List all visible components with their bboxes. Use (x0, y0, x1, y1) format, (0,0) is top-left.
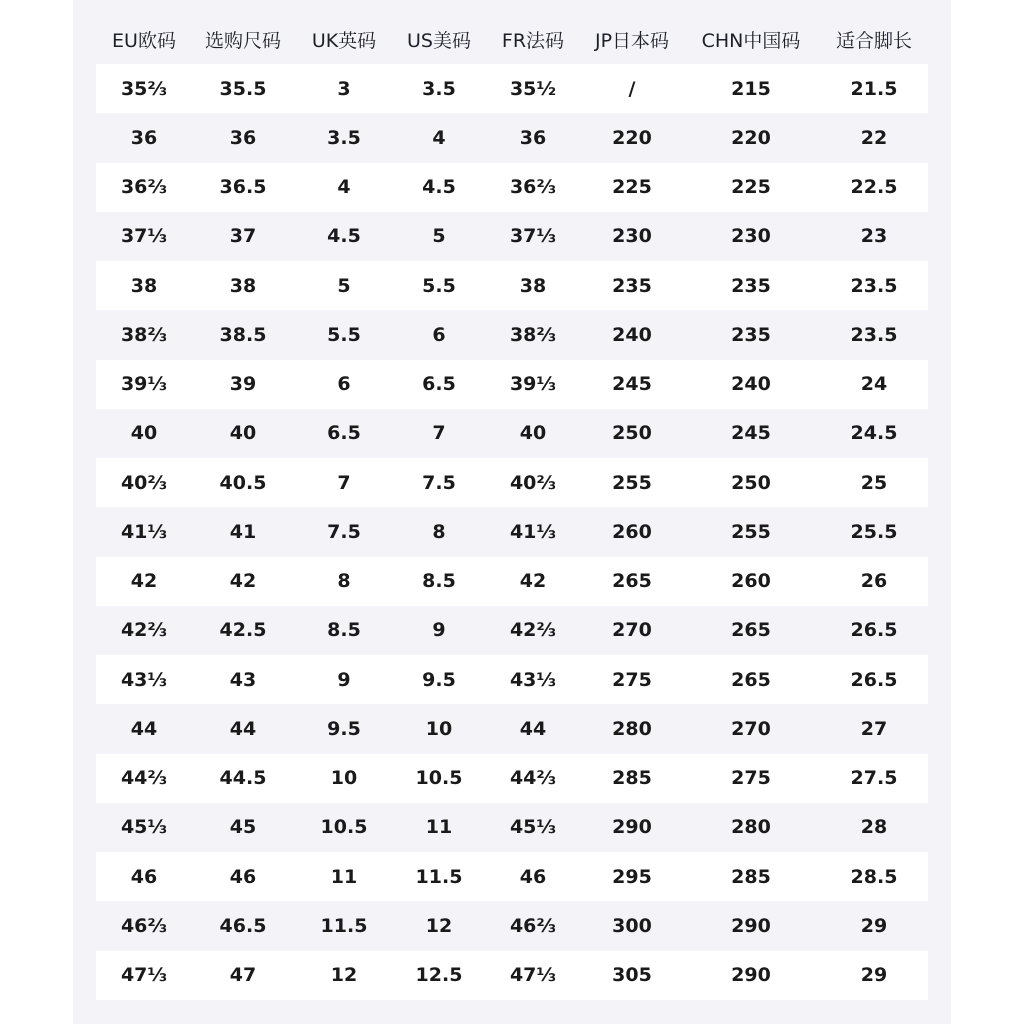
cell-fr-size: 37⅓ (509, 225, 557, 248)
cell-us-size: 5.5 (422, 274, 456, 297)
cell-uk-size: 9 (337, 668, 351, 691)
cell-foot-length: 25 (860, 471, 888, 494)
cell-fr-size: 36 (519, 126, 547, 149)
table-header (96, 14, 928, 64)
cell-chn-size: 235 (731, 274, 771, 297)
cell-foot-length: 26.5 (850, 668, 898, 691)
cell-foot-length: 21.5 (850, 77, 898, 100)
cell-eu-size: 47⅓ (120, 964, 168, 987)
cell-chn-size: 230 (731, 225, 771, 248)
cell-purchase-size: 38 (229, 274, 257, 297)
cell-foot-length: 27.5 (850, 767, 898, 790)
cell-jp-size: 290 (612, 816, 652, 839)
cell-chn-size: 275 (731, 767, 771, 790)
cell-us-size: 7 (432, 422, 446, 445)
cell-jp-size: 260 (612, 520, 652, 543)
cell-purchase-size: 36 (229, 126, 257, 149)
cell-jp-size: 225 (612, 176, 652, 199)
cell-foot-length: 23.5 (850, 274, 898, 297)
cell-fr-size: 38 (519, 274, 547, 297)
cell-foot-length: 28.5 (850, 865, 898, 888)
cell-fr-size: 38⅔ (509, 323, 557, 346)
cell-uk-size: 4 (337, 176, 351, 199)
cell-purchase-size: 40.5 (219, 471, 267, 494)
cell-chn-size: 245 (731, 422, 771, 445)
cell-eu-size: 44 (130, 717, 158, 740)
cell-jp-size: 245 (612, 373, 652, 396)
cell-jp-size: 235 (612, 274, 652, 297)
cell-us-size: 10 (425, 717, 453, 740)
cell-uk-size: 8 (337, 570, 351, 593)
cell-us-size: 8.5 (422, 570, 456, 593)
cell-chn-size: 290 (731, 964, 771, 987)
cell-us-size: 11 (425, 816, 453, 839)
cell-purchase-size: 47 (229, 964, 257, 987)
header-us-size: US美码 (407, 29, 471, 52)
cell-jp-size: 270 (612, 619, 652, 642)
cell-eu-size: 46 (130, 865, 158, 888)
cell-us-size: 5 (432, 225, 446, 248)
cell-jp-size: 280 (612, 717, 652, 740)
cell-uk-size: 9.5 (327, 717, 361, 740)
cell-purchase-size: 44.5 (219, 767, 267, 790)
cell-fr-size: 42 (519, 570, 547, 593)
cell-us-size: 12 (425, 914, 453, 937)
cell-fr-size: 44⅔ (509, 767, 557, 790)
cell-fr-size: 46⅔ (509, 914, 557, 937)
cell-foot-length: 25.5 (850, 520, 898, 543)
cell-jp-size: 255 (612, 471, 652, 494)
cell-chn-size: 265 (731, 668, 771, 691)
cell-eu-size: 40⅔ (120, 471, 168, 494)
cell-foot-length: 22.5 (850, 176, 898, 199)
cell-purchase-size: 37 (229, 225, 257, 248)
size-chart-table (96, 14, 928, 1000)
cell-fr-size: 36⅔ (509, 176, 557, 199)
cell-chn-size: 235 (731, 323, 771, 346)
cell-foot-length: 29 (860, 914, 888, 937)
cell-purchase-size: 39 (229, 373, 257, 396)
cell-chn-size: 240 (731, 373, 771, 396)
cell-fr-size: 46 (519, 865, 547, 888)
cell-uk-size: 5.5 (327, 323, 361, 346)
cell-purchase-size: 36.5 (219, 176, 267, 199)
cell-foot-length: 29 (860, 964, 888, 987)
cell-eu-size: 42⅔ (120, 619, 168, 642)
cell-purchase-size: 42 (229, 570, 257, 593)
cell-foot-length: 22 (860, 126, 888, 149)
table-row (96, 163, 928, 212)
cell-eu-size: 36 (130, 126, 158, 149)
cell-chn-size: 270 (731, 717, 771, 740)
cell-purchase-size: 46 (229, 865, 257, 888)
cell-jp-size: / (628, 77, 636, 100)
cell-foot-length: 24.5 (850, 422, 898, 445)
table-body (96, 64, 928, 1000)
cell-us-size: 9 (432, 619, 446, 642)
cell-uk-size: 6.5 (327, 422, 361, 445)
header-uk-size: UK英码 (311, 29, 377, 52)
cell-foot-length: 26.5 (850, 619, 898, 642)
cell-uk-size: 11.5 (320, 914, 368, 937)
header-chn-size: CHN中国码 (701, 29, 801, 52)
cell-chn-size: 280 (731, 816, 771, 839)
cell-fr-size: 44 (519, 717, 547, 740)
header-jp-size: JP日本码 (594, 29, 670, 52)
cell-jp-size: 250 (612, 422, 652, 445)
cell-jp-size: 295 (612, 865, 652, 888)
cell-uk-size: 3.5 (327, 126, 361, 149)
cell-jp-size: 220 (612, 126, 652, 149)
cell-fr-size: 43⅓ (509, 668, 557, 691)
cell-eu-size: 44⅔ (120, 767, 168, 790)
cell-purchase-size: 44 (229, 717, 257, 740)
table-row (96, 458, 928, 507)
header-purchase-size: 选购尺码 (204, 29, 281, 52)
cell-uk-size: 12 (330, 964, 358, 987)
cell-eu-size: 35⅔ (120, 77, 168, 100)
cell-uk-size: 7 (337, 471, 351, 494)
cell-fr-size: 42⅔ (509, 619, 557, 642)
cell-eu-size: 40 (130, 422, 158, 445)
header-fr-size: FR法码 (501, 29, 565, 52)
cell-us-size: 9.5 (422, 668, 456, 691)
cell-eu-size: 38 (130, 274, 158, 297)
cell-chn-size: 220 (731, 126, 771, 149)
table-row (96, 951, 928, 1000)
table-row (96, 557, 928, 606)
cell-purchase-size: 42.5 (219, 619, 267, 642)
cell-eu-size: 36⅔ (120, 176, 168, 199)
cell-us-size: 8 (432, 520, 446, 543)
table-row (96, 901, 928, 950)
table-row (96, 64, 928, 113)
cell-chn-size: 285 (731, 865, 771, 888)
cell-jp-size: 240 (612, 323, 652, 346)
cell-jp-size: 300 (612, 914, 652, 937)
cell-us-size: 10.5 (415, 767, 463, 790)
cell-fr-size: 45⅓ (509, 816, 557, 839)
cell-fr-size: 40 (519, 422, 547, 445)
cell-fr-size: 35½ (509, 77, 557, 100)
cell-us-size: 7.5 (422, 471, 456, 494)
cell-jp-size: 265 (612, 570, 652, 593)
cell-foot-length: 23 (860, 225, 888, 248)
cell-jp-size: 230 (612, 225, 652, 248)
cell-chn-size: 250 (731, 471, 771, 494)
cell-purchase-size: 35.5 (219, 77, 267, 100)
cell-purchase-size: 38.5 (219, 323, 267, 346)
table-row (96, 310, 928, 359)
table-row (96, 655, 928, 704)
cell-chn-size: 215 (731, 77, 771, 100)
cell-jp-size: 285 (612, 767, 652, 790)
cell-uk-size: 11 (330, 865, 358, 888)
table-row (96, 852, 928, 901)
header-eu-size: EU欧码 (112, 29, 176, 52)
cell-chn-size: 265 (731, 619, 771, 642)
cell-fr-size: 47⅓ (509, 964, 557, 987)
cell-uk-size: 10.5 (320, 816, 368, 839)
cell-uk-size: 8.5 (327, 619, 361, 642)
cell-foot-length: 28 (860, 816, 888, 839)
table-row (96, 606, 928, 655)
cell-eu-size: 46⅔ (120, 914, 168, 937)
cell-uk-size: 3 (337, 77, 351, 100)
cell-purchase-size: 45 (229, 816, 257, 839)
cell-us-size: 12.5 (415, 964, 463, 987)
cell-chn-size: 290 (731, 914, 771, 937)
cell-us-size: 4 (432, 126, 446, 149)
cell-fr-size: 39⅓ (509, 373, 557, 396)
cell-fr-size: 40⅔ (509, 471, 557, 494)
cell-us-size: 3.5 (422, 77, 456, 100)
table-row (96, 754, 928, 803)
table-row (96, 360, 928, 409)
cell-purchase-size: 46.5 (219, 914, 267, 937)
cell-fr-size: 41⅓ (509, 520, 557, 543)
cell-uk-size: 10 (330, 767, 358, 790)
table-row (96, 409, 928, 458)
cell-uk-size: 6 (337, 373, 351, 396)
cell-jp-size: 305 (612, 964, 652, 987)
cell-chn-size: 225 (731, 176, 771, 199)
cell-foot-length: 27 (860, 717, 888, 740)
cell-purchase-size: 40 (229, 422, 257, 445)
header-foot-length: 适合脚长 (835, 29, 912, 52)
cell-purchase-size: 43 (229, 668, 257, 691)
cell-uk-size: 5 (337, 274, 351, 297)
cell-eu-size: 42 (130, 570, 158, 593)
table-row (96, 507, 928, 556)
table-row (96, 261, 928, 310)
table-row (96, 212, 928, 261)
cell-purchase-size: 41 (229, 520, 257, 543)
cell-eu-size: 38⅔ (120, 323, 168, 346)
cell-foot-length: 24 (860, 373, 888, 396)
cell-eu-size: 37⅓ (120, 225, 168, 248)
table-row (96, 803, 928, 852)
table-row (96, 113, 928, 162)
cell-us-size: 6 (432, 323, 446, 346)
table-row (96, 704, 928, 753)
cell-chn-size: 255 (731, 520, 771, 543)
cell-foot-length: 26 (860, 570, 888, 593)
cell-foot-length: 23.5 (850, 323, 898, 346)
cell-eu-size: 41⅓ (120, 520, 168, 543)
cell-eu-size: 39⅓ (120, 373, 168, 396)
cell-eu-size: 43⅓ (120, 668, 168, 691)
cell-us-size: 4.5 (422, 176, 456, 199)
cell-uk-size: 7.5 (327, 520, 361, 543)
cell-chn-size: 260 (731, 570, 771, 593)
cell-uk-size: 4.5 (327, 225, 361, 248)
cell-eu-size: 45⅓ (120, 816, 168, 839)
cell-us-size: 11.5 (415, 865, 463, 888)
cell-us-size: 6.5 (422, 373, 456, 396)
cell-jp-size: 275 (612, 668, 652, 691)
